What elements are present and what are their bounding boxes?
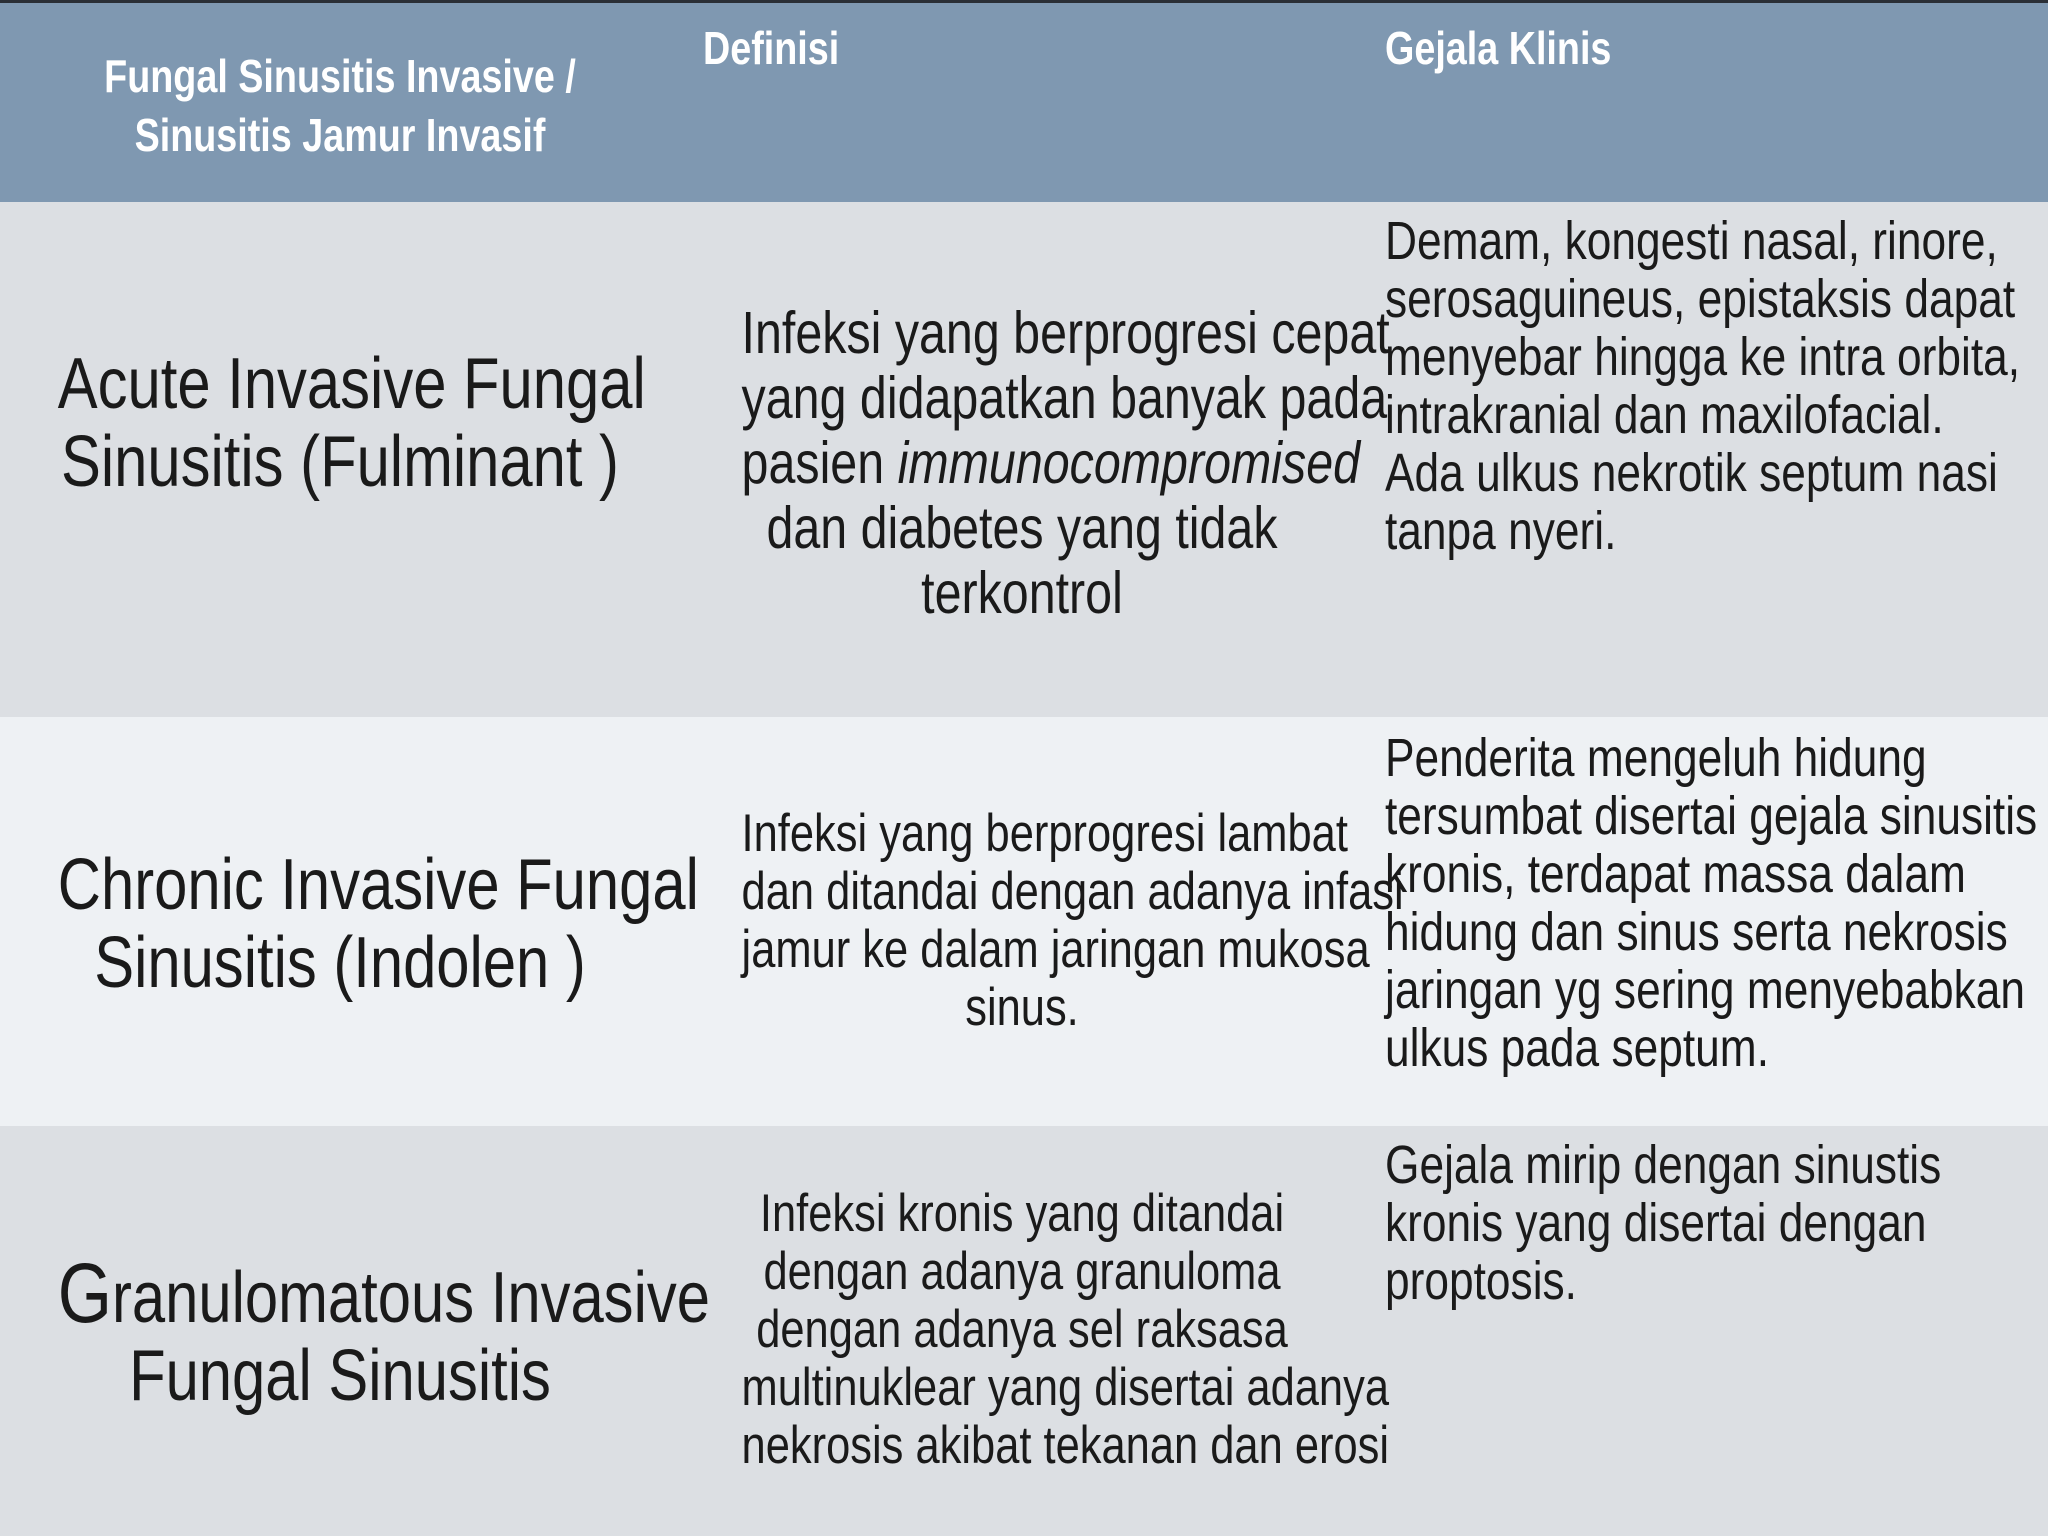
definisi-line: terkontrol <box>921 560 1123 626</box>
table-row-acute <box>0 202 2048 717</box>
gejala-line: Ada ulkus nekrotik septum nasi <box>1385 443 1998 503</box>
row-name-line <box>57 1246 710 1340</box>
row-name-cell <box>57 845 699 1003</box>
definisi-line <box>741 430 1361 496</box>
definisi-italic-term: immunocompromised <box>897 430 1361 496</box>
gejala-line: tanpa nyeri. <box>1385 501 1617 561</box>
definisi-line: dan diabetes yang tidak <box>766 495 1278 561</box>
row-gejala-cell <box>1385 212 2020 560</box>
gejala-line: Demam, kongesti nasal, rinore, <box>1385 211 1998 271</box>
row-name-cell <box>57 1246 710 1416</box>
definisi-line: Infeksi yang berprogresi lambat <box>741 804 1348 863</box>
definisi-line: Infeksi yang berprogresi cepat <box>741 300 1390 366</box>
definisi-line: dan ditandai dengan adanya infasi <box>741 862 1404 921</box>
row-name-line: Sinusitis (Indolen ) <box>94 923 586 1003</box>
table-header <box>0 3 2048 202</box>
definisi-line: sinus. <box>965 978 1079 1037</box>
definisi-line: nekrosis akibat tekanan dan erosi <box>741 1416 1390 1475</box>
gejala-line: jaringan yg sering menyebabkan <box>1385 960 2026 1020</box>
definisi-line: multinuklear yang disertai adanya <box>741 1358 1390 1417</box>
table-row-chronic <box>0 717 2048 1126</box>
definisi-text: pasien <box>741 430 898 496</box>
row-gejala-cell <box>1385 729 2037 1077</box>
header-type-column <box>61 47 619 165</box>
gejala-line: hidung dan sinus serta nekrosis <box>1385 902 2008 962</box>
header-gejala-column: Gejala Klinis <box>1385 22 1612 74</box>
header-type-line1: Fungal Sinusitis Invasive / <box>104 50 576 102</box>
name-text: ranulomatous Invasive <box>112 1258 710 1338</box>
gejala-line: kronis yang disertai dengan <box>1385 1193 1927 1253</box>
definisi-line: dengan adanya sel raksasa <box>756 1300 1288 1359</box>
gejala-line: Penderita mengeluh hidung <box>1385 728 1927 788</box>
table-row-granulomatous <box>0 1126 2048 1536</box>
row-gejala-cell <box>1385 1136 1941 1310</box>
row-name-cell <box>57 344 646 502</box>
gejala-line: ulkus pada septum. <box>1385 1018 1769 1078</box>
gejala-line: menyebar hingga ke intra orbita, <box>1385 327 2021 387</box>
gejala-line: tersumbat disertai gejala sinusitis <box>1385 786 2038 846</box>
gejala-line: kronis, terdapat massa dalam <box>1385 844 1966 904</box>
row-name-line: Chronic Invasive Fungal <box>57 845 699 925</box>
gejala-line: proptosis. <box>1385 1251 1577 1311</box>
definisi-line: yang didapatkan banyak pada <box>741 365 1388 431</box>
header-type-line2: Sinusitis Jamur Invasif <box>134 109 546 161</box>
gejala-line: intrakranial dan maxilofacial. <box>1385 385 1944 445</box>
row-definisi-cell <box>741 804 1404 1037</box>
definisi-line: jamur ke dalam jaringan mukosa <box>741 920 1370 979</box>
row-definisi-cell <box>741 300 1390 626</box>
row-definisi-cell <box>741 1184 1390 1475</box>
row-name-line: Acute Invasive Fungal <box>57 344 646 424</box>
definisi-line: Infeksi kronis yang ditandai <box>759 1184 1285 1243</box>
definisi-line: dengan adanya granuloma <box>763 1242 1281 1301</box>
gejala-line: Gejala mirip dengan sinustis <box>1385 1135 1942 1195</box>
row-name-line: Sinusitis (Fulminant ) <box>61 422 619 502</box>
gejala-line: serosaguineus, epistaksis dapat <box>1385 269 2016 329</box>
header-definisi-column: Definisi <box>703 22 840 74</box>
row-name-line: Fungal Sinusitis <box>129 1336 551 1416</box>
name-initial-letter: G <box>57 1246 113 1340</box>
